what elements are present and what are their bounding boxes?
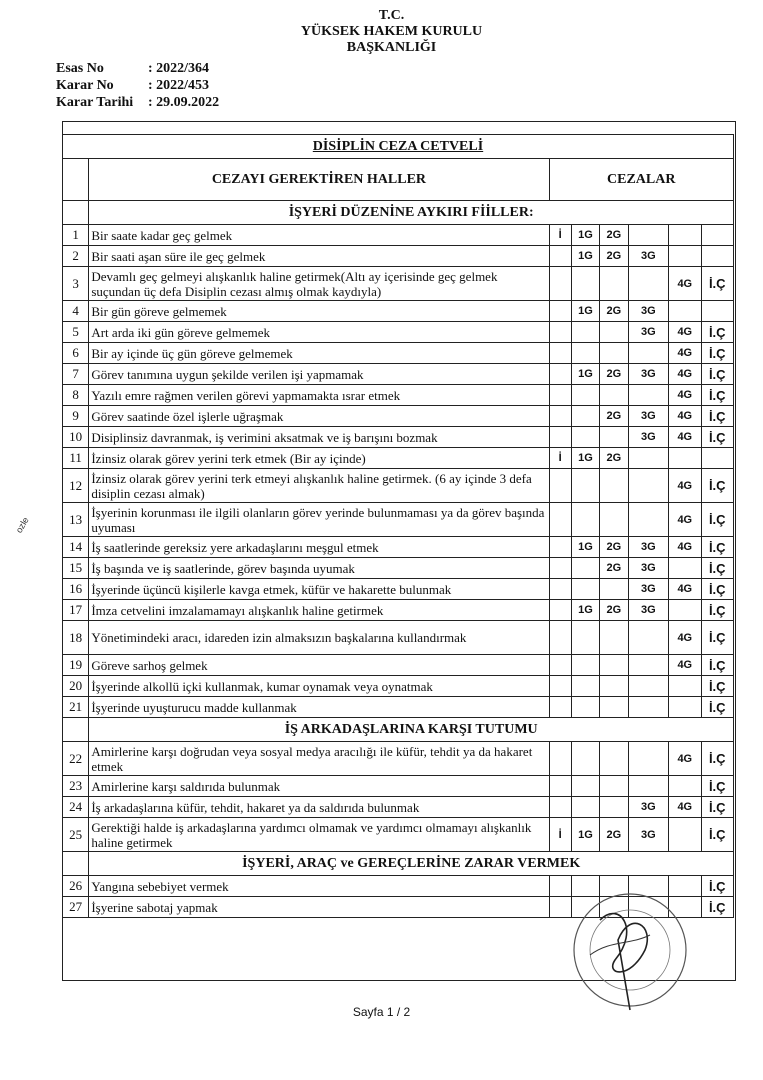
table-row	[63, 742, 734, 776]
penalty-cell	[549, 301, 571, 322]
case-text: Art arda iki gün göreve gelmemek	[89, 322, 549, 343]
penalty-cell: İ.Ç	[701, 469, 734, 503]
penalty-cell	[600, 503, 628, 537]
penalty-cell	[571, 742, 599, 776]
penalty-cell: İ.Ç	[701, 537, 734, 558]
penalty-cell	[628, 503, 669, 537]
penalty-cell: 3G	[628, 364, 669, 385]
penalty-cell	[669, 225, 701, 246]
table-row	[63, 406, 734, 427]
penalty-cell	[628, 776, 669, 797]
case-text: İzinsiz olarak görev yerini terk etmeyi alışkanlık haline getirmek. (6 ay içinde 3 defa disiplin cezası almak)	[89, 469, 549, 503]
case-text: İşyerinin korunması ile ilgili olanların görev yerinde bulunmaması ya da görev başında uyuması	[89, 503, 549, 537]
table-row	[63, 776, 734, 797]
case-text: Gerektiği halde iş arkadaşlarına yardımcı olmamak ve yardımcı olmamayı alışkanlık haline getirmek	[89, 818, 549, 852]
table-row	[63, 558, 734, 579]
row-number: 12	[63, 469, 89, 503]
row-number: 22	[63, 742, 89, 776]
penalty-cell: İ.Ç	[701, 579, 734, 600]
penalty-cell	[600, 697, 628, 718]
row-number: 24	[63, 797, 89, 818]
row-number: 8	[63, 385, 89, 406]
penalty-cell	[549, 364, 571, 385]
penalty-cell	[571, 579, 599, 600]
penalty-cell: 4G	[669, 427, 701, 448]
meta-value: : 29.09.2022	[148, 95, 220, 110]
table-row	[63, 818, 734, 852]
penalty-cell: 4G	[669, 579, 701, 600]
penalty-cell: İ.Ç	[701, 385, 734, 406]
document-header	[0, 8, 763, 56]
penalty-cell	[549, 742, 571, 776]
official-seal-and-signature	[560, 880, 700, 1020]
penalty-cell: 4G	[669, 364, 701, 385]
penalty-cell	[701, 448, 734, 469]
penalty-cell	[669, 558, 701, 579]
penalty-cell	[701, 225, 734, 246]
row-number: 3	[63, 267, 89, 301]
penalty-cell: İ.Ç	[701, 776, 734, 797]
table-row	[63, 600, 734, 621]
penalty-cell	[571, 385, 599, 406]
table-row	[63, 579, 734, 600]
penalty-cell: 3G	[628, 558, 669, 579]
table-title: DİSİPLİN CEZA CETVELİ	[63, 135, 734, 159]
penalty-cell	[549, 537, 571, 558]
penalty-cell	[571, 427, 599, 448]
penalty-cell: 1G	[571, 537, 599, 558]
row-number: 11	[63, 448, 89, 469]
penalty-cell	[600, 579, 628, 600]
penalty-cell: 2G	[600, 600, 628, 621]
row-number: 23	[63, 776, 89, 797]
row-number: 21	[63, 697, 89, 718]
meta-row-esas	[56, 60, 219, 77]
penalty-cell	[628, 343, 669, 364]
penalty-cell: 1G	[571, 301, 599, 322]
penalty-cell	[628, 676, 669, 697]
penalty-cell: İ.Ç	[701, 322, 734, 343]
penalty-cell: İ.Ç	[701, 621, 734, 655]
penalty-cell: İ.Ç	[701, 676, 734, 697]
column-header-penalties: CEZALAR	[549, 159, 734, 201]
penalty-cell: İ	[549, 448, 571, 469]
row-number: 25	[63, 818, 89, 852]
penalty-cell	[600, 343, 628, 364]
penalty-cell: 2G	[600, 406, 628, 427]
header-line2: YÜKSEK HAKEM KURULU	[300, 24, 483, 39]
penalty-cell	[549, 676, 571, 697]
case-text: Göreve sarhoş gelmek	[89, 655, 549, 676]
section-heading: İŞ ARKADAŞLARINA KARŞI TUTUMU	[89, 718, 734, 742]
section-heading: İŞYERİ, ARAÇ ve GEREÇLERİNE ZARAR VERMEK	[89, 852, 734, 876]
table-row	[63, 322, 734, 343]
penalty-cell	[600, 427, 628, 448]
penalty-cell: 2G	[600, 537, 628, 558]
penalty-cell: 3G	[628, 818, 669, 852]
penalty-cell: İ.Ç	[701, 697, 734, 718]
table-row	[63, 301, 734, 322]
penalty-cell	[549, 322, 571, 343]
table-row	[63, 343, 734, 364]
case-text: İş arkadaşlarına küfür, tehdit, hakaret ya da saldırıda bulunmak	[89, 797, 549, 818]
penalty-cell: 1G	[571, 225, 599, 246]
penalty-cell	[571, 503, 599, 537]
penalty-cell	[549, 655, 571, 676]
penalty-cell: 1G	[571, 600, 599, 621]
penalty-cell	[600, 267, 628, 301]
penalty-cell	[669, 818, 701, 852]
penalty-cell: 4G	[669, 469, 701, 503]
row-number: 14	[63, 537, 89, 558]
penalty-cell	[628, 655, 669, 676]
penalty-cell: İ.Ç	[701, 503, 734, 537]
penalty-cell	[600, 797, 628, 818]
penalty-cell: İ.Ç	[701, 655, 734, 676]
penalty-cell: İ.Ç	[701, 267, 734, 301]
table-row	[63, 267, 734, 301]
penalty-cell	[571, 621, 599, 655]
case-text: İşyerine sabotaj yapmak	[89, 897, 549, 918]
case-text: İşyerinde alkollü içki kullanmak, kumar oynamak veya oynatmak	[89, 676, 549, 697]
penalty-cell	[549, 267, 571, 301]
penalty-cell: 2G	[600, 558, 628, 579]
penalty-cell: İ.Ç	[701, 427, 734, 448]
table-row	[63, 427, 734, 448]
case-text: Amirlerine karşı doğrudan veya sosyal medya aracılığı ile küfür, tehdit ya da hakaret etmek	[89, 742, 549, 776]
table-row	[63, 246, 734, 267]
penalty-cell	[571, 469, 599, 503]
row-number: 2	[63, 246, 89, 267]
penalty-cell	[600, 469, 628, 503]
penalty-cell: 2G	[600, 246, 628, 267]
penalty-cell: 4G	[669, 267, 701, 301]
penalty-cell	[600, 742, 628, 776]
penalty-cell: 1G	[571, 364, 599, 385]
blank-cell	[63, 201, 89, 225]
case-text: Devamlı geç gelmeyi alışkanlık haline getirmek(Altı ay içerisinde geç gelmek suçundan üç defa Disiplin cezası almış olmak kaydıyla)	[89, 267, 549, 301]
case-meta	[56, 60, 219, 111]
table-row	[63, 503, 734, 537]
case-text: İzinsiz olarak görev yerini terk etmek (Bir ay içinde)	[89, 448, 549, 469]
penalty-cell	[549, 343, 571, 364]
penalty-cell	[549, 600, 571, 621]
penalty-cell	[600, 776, 628, 797]
penalty-cell: 3G	[628, 797, 669, 818]
penalty-cell	[571, 343, 599, 364]
meta-label: Karar Tarihi	[56, 95, 134, 110]
penalty-cell	[600, 621, 628, 655]
penalty-cell: 4G	[669, 797, 701, 818]
penalty-cell: İ	[549, 225, 571, 246]
table-row	[63, 537, 734, 558]
row-number: 1	[63, 225, 89, 246]
penalty-cell	[669, 697, 701, 718]
penalty-cell	[600, 322, 628, 343]
meta-value: : 2022/453	[148, 78, 210, 93]
column-header-cases: CEZAYI GEREKTİREN HALLER	[89, 159, 549, 201]
penalty-cell: 4G	[669, 621, 701, 655]
table-row	[63, 676, 734, 697]
penalty-cell	[549, 406, 571, 427]
penalty-cell: 4G	[669, 322, 701, 343]
penalty-cell	[549, 246, 571, 267]
penalty-cell: İ.Ç	[701, 742, 734, 776]
penalty-cell: İ.Ç	[701, 558, 734, 579]
penalty-cell: İ	[549, 818, 571, 852]
penalty-cell	[701, 301, 734, 322]
penalty-cell: İ.Ç	[701, 406, 734, 427]
penalty-cell	[628, 225, 669, 246]
blank-cell	[63, 852, 89, 876]
penalty-cell: 4G	[669, 406, 701, 427]
row-number: 9	[63, 406, 89, 427]
case-text: İşyerinde uyuşturucu madde kullanmak	[89, 697, 549, 718]
case-text: Bir gün göreve gelmemek	[89, 301, 549, 322]
table-row	[63, 655, 734, 676]
penalty-cell: 4G	[669, 385, 701, 406]
penalty-cell	[628, 448, 669, 469]
penalty-cell: 3G	[628, 600, 669, 621]
case-text: Görev tanımına uygun şekilde verilen işi yapmamak	[89, 364, 549, 385]
row-number: 13	[63, 503, 89, 537]
case-text: İş başında ve iş saatlerinde, görev başında uyumak	[89, 558, 549, 579]
penalty-cell	[628, 385, 669, 406]
penalty-cell	[549, 469, 571, 503]
penalty-cell: 1G	[571, 818, 599, 852]
margin-handwritten-note: ozle	[13, 515, 31, 535]
penalty-cell	[600, 655, 628, 676]
table-row	[63, 621, 734, 655]
penalty-cell	[600, 385, 628, 406]
penalty-cell	[571, 776, 599, 797]
penalty-cell: 1G	[571, 448, 599, 469]
penalty-cell: İ.Ç	[701, 364, 734, 385]
penalty-cell: İ.Ç	[701, 818, 734, 852]
penalty-cell	[600, 676, 628, 697]
case-text: Bir ay içinde üç gün göreve gelmemek	[89, 343, 549, 364]
row-number: 15	[63, 558, 89, 579]
section-heading: İŞYERİ DÜZENİNE AYKIRI FİİLLER:	[89, 201, 734, 225]
penalty-cell: 3G	[628, 579, 669, 600]
header-line3: BAŞKANLIĞI	[346, 40, 437, 55]
penalty-cell	[549, 503, 571, 537]
penalty-cell	[628, 469, 669, 503]
penalty-cell	[571, 697, 599, 718]
penalty-cell: 1G	[571, 246, 599, 267]
case-text: Bir saati aşan süre ile geç gelmek	[89, 246, 549, 267]
row-number: 26	[63, 876, 89, 897]
penalty-cell	[628, 697, 669, 718]
penalty-cell: 2G	[600, 225, 628, 246]
penalty-cell: İ.Ç	[701, 897, 734, 918]
table-row	[63, 364, 734, 385]
meta-value: : 2022/364	[148, 61, 210, 76]
meta-label: Esas No	[56, 61, 104, 76]
page-footer: Sayfa 1 / 2	[352, 1005, 411, 1019]
row-number: 6	[63, 343, 89, 364]
row-number: 16	[63, 579, 89, 600]
penalty-cell	[549, 385, 571, 406]
penalty-cell: 4G	[669, 537, 701, 558]
section-heading-row	[63, 718, 734, 742]
penalty-cell: 4G	[669, 655, 701, 676]
penalty-cell	[669, 600, 701, 621]
penalty-cell	[669, 301, 701, 322]
row-number: 17	[63, 600, 89, 621]
blank-cell	[63, 159, 89, 201]
case-text: Yazılı emre rağmen verilen görevi yapmamakta ısrar etmek	[89, 385, 549, 406]
row-number: 18	[63, 621, 89, 655]
penalty-cell: 4G	[669, 503, 701, 537]
case-text: Disiplinsiz davranmak, iş verimini aksatmak ve iş barışını bozmak	[89, 427, 549, 448]
row-number: 27	[63, 897, 89, 918]
penalty-cell: 2G	[600, 364, 628, 385]
penalty-cell	[571, 406, 599, 427]
penalty-cell	[628, 621, 669, 655]
case-text: Görev saatinde özel işlerle uğraşmak	[89, 406, 549, 427]
case-text: Bir saate kadar geç gelmek	[89, 225, 549, 246]
penalty-cell	[628, 742, 669, 776]
case-text: Yangına sebebiyet vermek	[89, 876, 549, 897]
table-row	[63, 697, 734, 718]
case-text: İşyerinde üçüncü kişilerle kavga etmek, küfür ve hakarette bulunmak	[89, 579, 549, 600]
case-text: Yönetimindeki aracı, idareden izin almaksızın başkalarına kullandırmak	[89, 621, 549, 655]
penalty-cell	[669, 246, 701, 267]
column-header-row	[63, 159, 734, 201]
penalty-cell	[549, 427, 571, 448]
penalty-cell: 3G	[628, 427, 669, 448]
penalty-cell	[549, 776, 571, 797]
penalty-cell	[669, 676, 701, 697]
table-row	[63, 797, 734, 818]
table-row	[63, 469, 734, 503]
penalty-cell	[571, 797, 599, 818]
penalty-cell: İ.Ç	[701, 876, 734, 897]
row-number: 20	[63, 676, 89, 697]
penalty-cell: İ.Ç	[701, 343, 734, 364]
meta-row-tarih	[56, 94, 219, 111]
penalty-cell	[549, 579, 571, 600]
meta-row-karar	[56, 77, 219, 94]
penalty-cell: 2G	[600, 818, 628, 852]
blank-cell	[63, 718, 89, 742]
row-number: 7	[63, 364, 89, 385]
penalty-cell	[669, 776, 701, 797]
penalty-cell: İ.Ç	[701, 600, 734, 621]
penalty-cell: 4G	[669, 343, 701, 364]
table-row	[63, 385, 734, 406]
penalty-cell	[571, 655, 599, 676]
row-number: 5	[63, 322, 89, 343]
penalty-cell: 2G	[600, 448, 628, 469]
penalty-cell	[628, 267, 669, 301]
penalty-cell: 3G	[628, 322, 669, 343]
penalty-cell: 2G	[600, 301, 628, 322]
penalty-cell: İ.Ç	[701, 797, 734, 818]
penalty-cell	[669, 448, 701, 469]
row-number: 10	[63, 427, 89, 448]
penalty-cell	[701, 246, 734, 267]
table-row	[63, 448, 734, 469]
header-line1: T.C.	[378, 8, 405, 23]
penalty-cell	[571, 558, 599, 579]
penalty-cell: 3G	[628, 537, 669, 558]
penalty-table	[62, 134, 734, 918]
penalty-cell	[549, 797, 571, 818]
penalty-cell	[549, 697, 571, 718]
penalty-cell	[549, 558, 571, 579]
penalty-cell	[549, 621, 571, 655]
case-text: İş saatlerinde gereksiz yere arkadaşlarını meşgul etmek	[89, 537, 549, 558]
case-text: Amirlerine karşı saldırıda bulunmak	[89, 776, 549, 797]
table-row	[63, 225, 734, 246]
row-number: 4	[63, 301, 89, 322]
penalty-cell: 3G	[628, 406, 669, 427]
penalty-cell	[571, 267, 599, 301]
penalty-cell: 3G	[628, 301, 669, 322]
penalty-cell	[571, 676, 599, 697]
penalty-cell: 3G	[628, 246, 669, 267]
section-heading-row	[63, 201, 734, 225]
section-heading-row	[63, 852, 734, 876]
case-text: İmza cetvelini imzalamamayı alışkanlık haline getirmek	[89, 600, 549, 621]
table-title-row	[63, 135, 734, 159]
meta-label: Karar No	[56, 78, 114, 93]
row-number: 19	[63, 655, 89, 676]
penalty-cell	[571, 322, 599, 343]
penalty-cell: 4G	[669, 742, 701, 776]
